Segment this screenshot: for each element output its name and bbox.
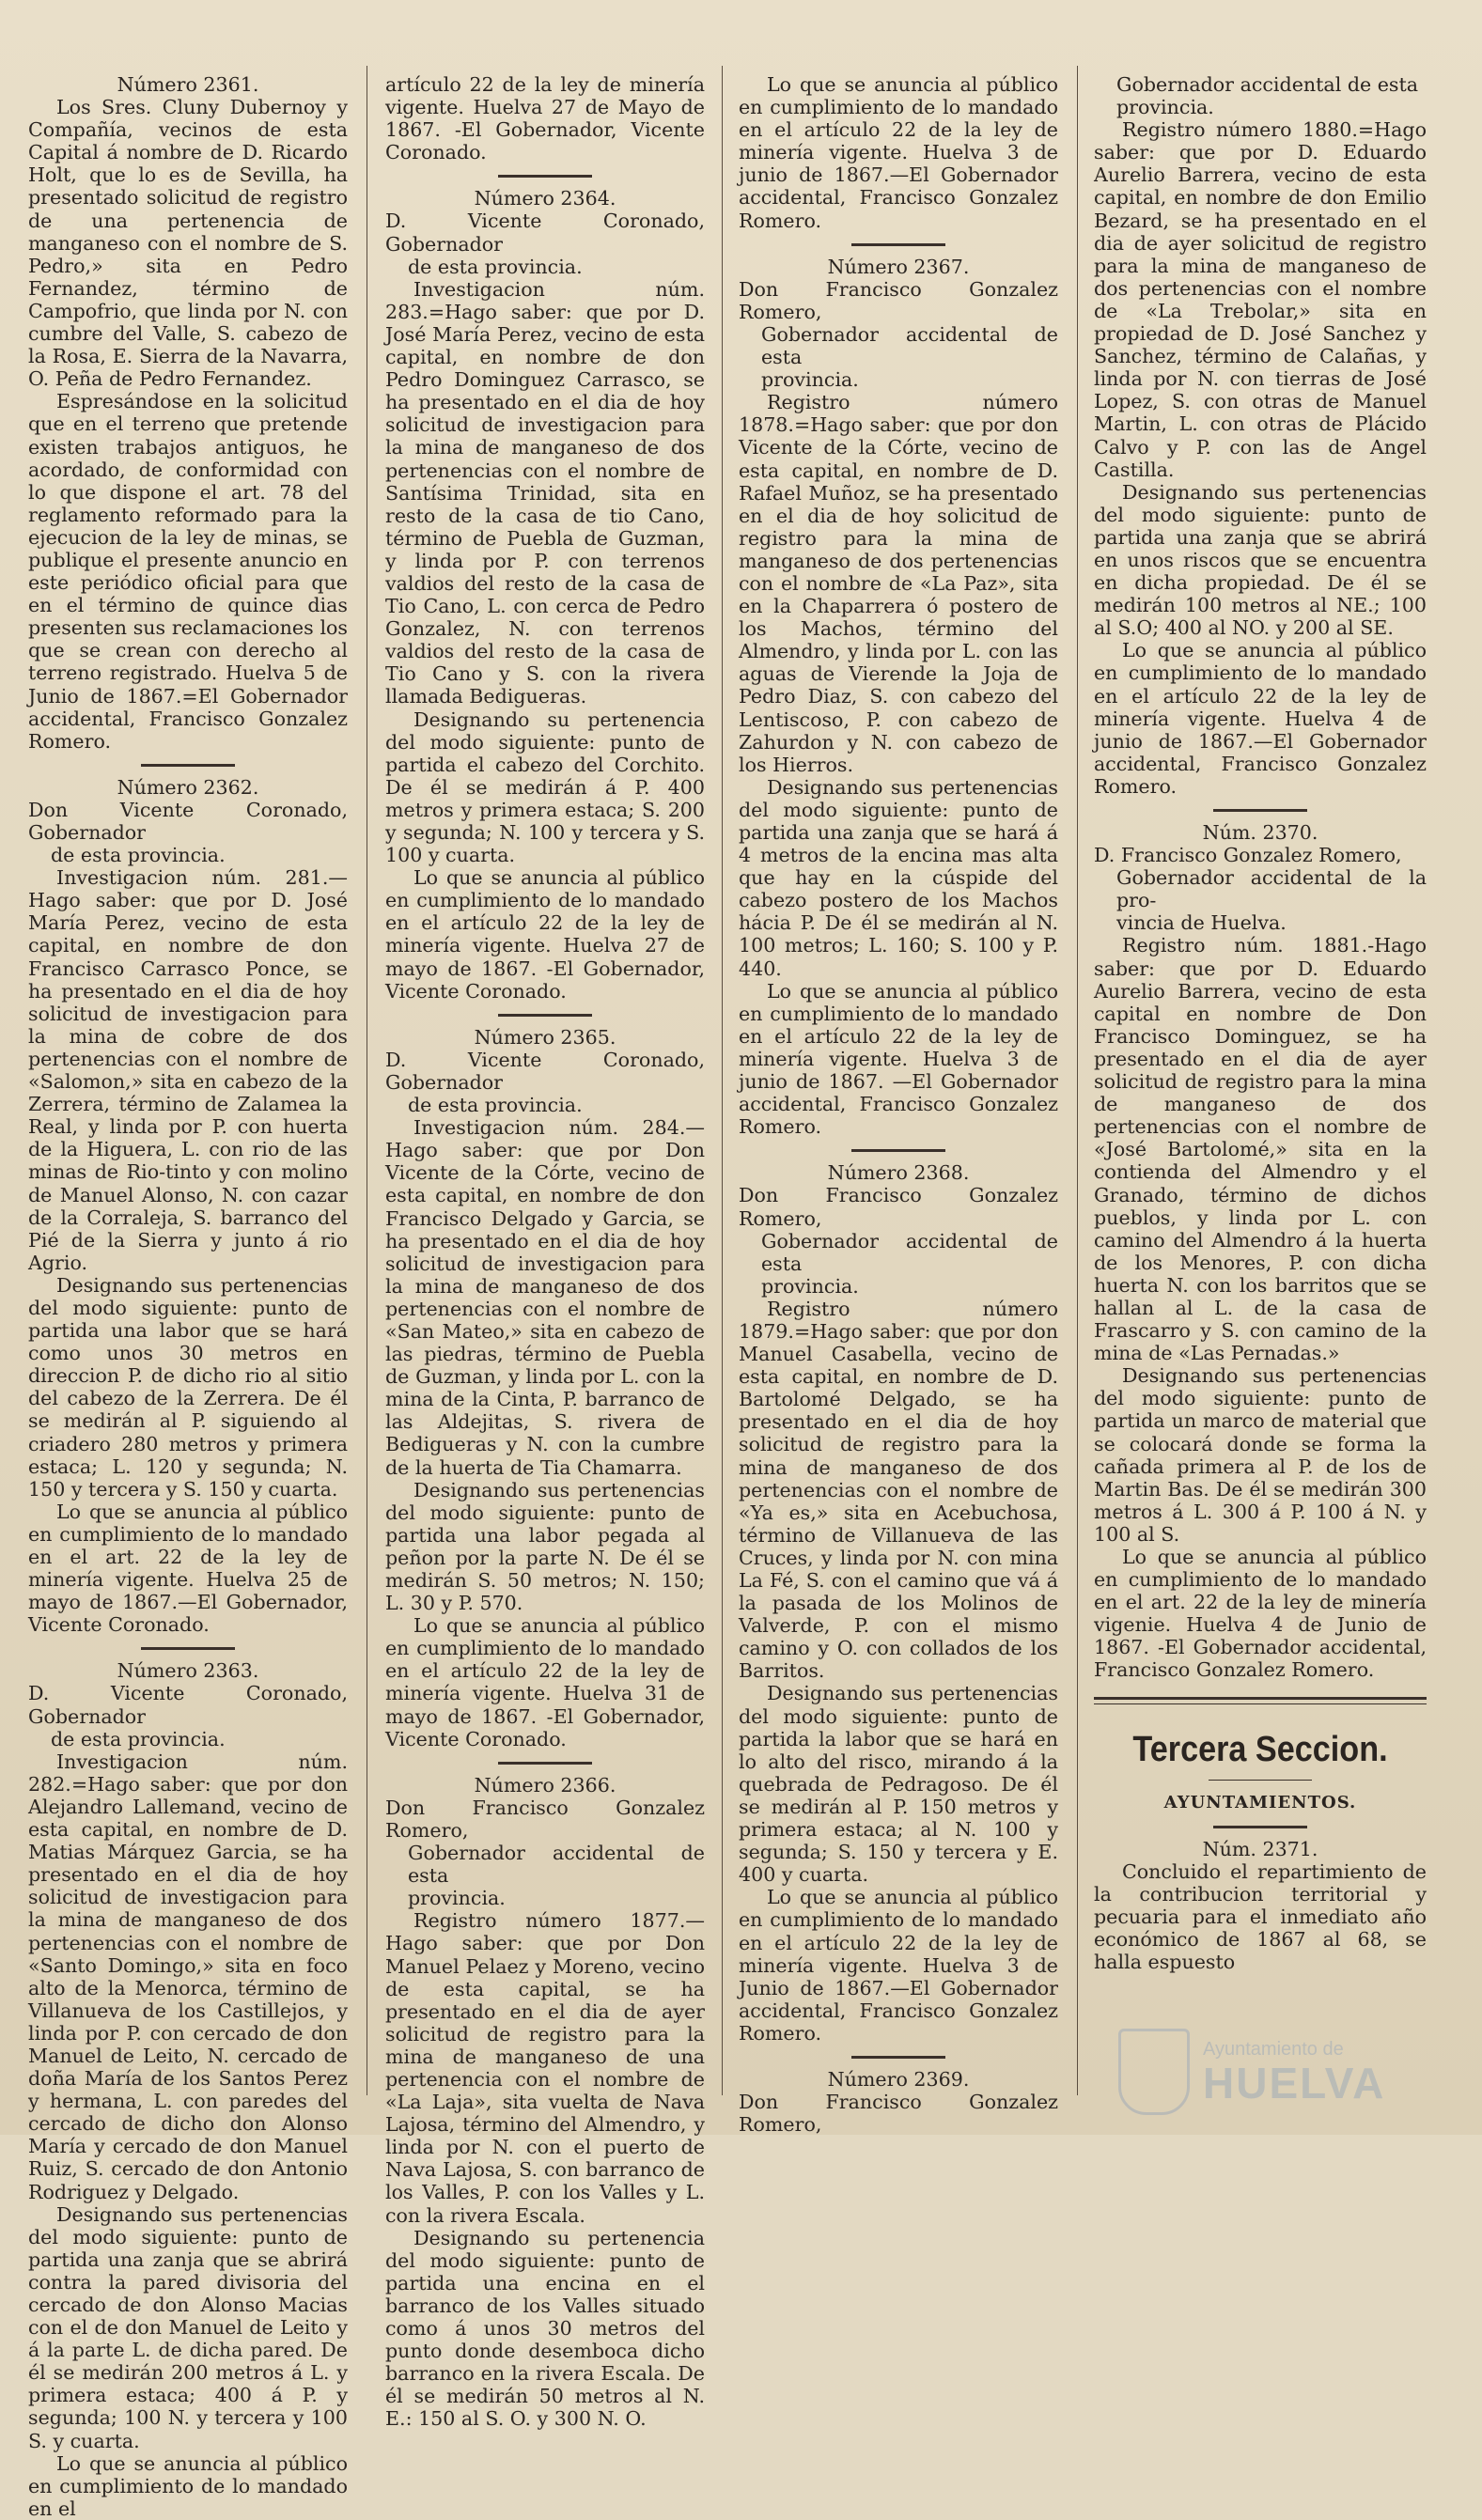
separator <box>498 1762 592 1765</box>
notice-number: Número 2368. <box>827 1161 970 1185</box>
notice-header-line: D. Vicente Coronado, Gobernador <box>28 1682 348 1728</box>
section-divider <box>1094 1697 1427 1704</box>
notice-header-line: de esta provincia. <box>408 1094 583 1117</box>
separator <box>1209 1780 1312 1781</box>
column-4 <box>1094 73 1427 2093</box>
notice-paragraph: Registro número 1878.=Hago saber: que por don Vicente de la Córte, vecino de esta capital, en nombre de D. Rafael Muñoz, se ha presentado en el dia de hoy solicitud de registro para la mina de manganeso de dos pertenencias con el nombre de «La Paz», sita en la Chaparrera ó postero de los Machos, término del Almendro, y linda por L. con las aguas de Vierende la Joja de Pedro Diaz, S. con cabezo del Lentiscoso, P. con cabezo de Zahurdon y N. con cabezo de los Hierros. <box>739 391 1058 776</box>
separator <box>1213 809 1307 812</box>
notice-paragraph: Designando sus pertenencias del modo siguiente: punto de partida una zanja que se abrirá en unos riscos que se encuentra en dicha propiedad. De él se medirán 100 metros al NE.; 100 al S.O; 400 al NO. y 200 al SE. <box>1094 480 1427 640</box>
notice-paragraph: Lo que se anuncia al público en cumplimiento de lo mandado en el artículo 22 de la ley de minería vigente. Huelva 31 de mayo de 1867. -El Gobernador, Vicente Coronado. <box>385 1614 705 1750</box>
notice-number: Número 2362. <box>117 775 259 799</box>
notice-number: Número 2367. <box>827 255 970 278</box>
separator <box>141 764 235 767</box>
notice-number: Núm. 2370. <box>1202 821 1318 844</box>
column-rule <box>722 66 723 2095</box>
notice-header-line: de esta provincia. <box>408 255 583 278</box>
notice-header-line: Don Francisco Gonzalez Romero, <box>739 277 1058 323</box>
notice-header-line: D. Vicente Coronado, Gobernador <box>385 1048 705 1094</box>
notice-header <box>1094 73 1427 118</box>
notice-paragraph: Espresándose en la solicitud que en el terreno que pretende existen trabajos antiguos, he acordado, de conformidad con lo que dispone el art. 78 del reglamento reformado para la ejecucion de la ley de minas, se publique el presente anuncio en este periódico oficial para que en el término de quince dias presenten sus reclamaciones los que se crean con derecho al terreno registrado. Huelva 5 de Junio de 1867.=El Gobernador accidental, Francisco Gonzalez Romero. <box>28 390 348 753</box>
notice-paragraph: Lo que se anuncia al público en cumplimiento de lo mandado en el artículo 22 de la ley de minería vigente. Huelva 4 de junio de 1867.—El Gobernador accidental, Francisco Gonzalez Romero. <box>1094 639 1427 798</box>
notice-header-line: Gobernador accidental de esta <box>761 1229 1058 1275</box>
notice-paragraph: Lo que se anuncia al público en cumplimiento de lo mandado en el artículo 22 de la ley de minería vigente. Huelva 3 de junio de 1867. —El Gobernador accidental, Francisco Gonzalez Romero. <box>739 979 1058 1139</box>
notice-paragraph: Designando su pertenencia del modo siguiente: punto de partida el cabezo del Corchito. De él se medirán á P. 400 metros y primera estaca; S. 200 y segunda; N. 100 y tercera y S. 100 y cuarta. <box>385 708 705 867</box>
notice-paragraph: Investigacion núm. 282.=Hago saber: que por don Alejandro Lallemand, vecino de esta capital, en nombre de D. Matias Márquez Garcia, se ha presentado en el dia de hoy solicitud de investigacion para la mina de manganeso de dos pertenencias con el nombre de «Santo Domingo,» sita en foco alto de la Menorca, término de Villanueva de los Castillejos, y linda por P. con cercado de don Manuel de Leito, N. cercado de doña María de los Santos Perez y hermana, L. con paredes del cercado de dicho don Alonso María y cercado de don Manuel Ruiz, S. cercado de don Antonio Rodriguez y Delgado. <box>28 1750 348 2203</box>
notice-header-line: de esta provincia. <box>51 844 226 867</box>
notice-paragraph: Registro número 1880.=Hago saber: que por D. Eduardo Aurelio Barrera, vecino de esta capital, en nombre de don Emilio Bezard, se ha presentado en el dia de ayer solicitud de registro para la mina de manganeso de dos pertenencias con el nombre de «La Trebolar,» sita en propiedad de D. José Sanchez y Sanchez, término de Calañas, y linda por N. con tierras de José Lopez, S. con otras de Manuel Martin, L. con otras de Plácido Calvo y P. con las de Angel Castilla. <box>1094 118 1427 481</box>
notice-header-line: Don Francisco Gonzalez Romero, <box>739 1184 1058 1230</box>
notice-number: Número 2366. <box>474 1773 616 1797</box>
notice-header <box>385 1049 705 1116</box>
notice-header-line: D. Vicente Coronado, Gobernador <box>385 210 705 256</box>
notice-header <box>739 1184 1058 1297</box>
notice-header <box>385 1797 705 1909</box>
watermark-text <box>1203 2038 1385 2106</box>
column-1 <box>28 73 348 2520</box>
section-title: Tercera Seccion. <box>1132 1729 1388 1769</box>
notice-paragraph: Designando sus pertenencias del modo siguiente: punto de partida una zanja que se hará á 4 metros de la encina mas alta que hay en la cúspide del cabezo postero de los Machos hácia P. De él se medirán al N. 100 metros; L. 160; S. 100 y P. 440. <box>739 775 1058 980</box>
notice-header-line: Gobernador accidental de esta <box>1116 73 1419 96</box>
notice-header-line: Don Francisco Gonzalez Romero, <box>739 2091 1058 2137</box>
notice-paragraph: Lo que se anuncia al público en cumplimiento de lo mandado en el <box>28 2451 348 2520</box>
notice-paragraph: Investigacion núm. 283.=Hago saber: que por D. José María Perez, vecino de esta capital, en nombre de don Pedro Dominguez Carrasco, se ha presentado en el dia de hoy solicitud de investigacion para la mina de manganeso de dos pertenencias con el nombre de Santísima Trinidad, sita en resto de la casa de tio Cano, término de Puebla de Guzman, y linda por P. con terrenos valdios del resto de la casa de Tio Cano, L. con cerca de Pedro Gonzalez, N. con terrenos valdios del resto de la casa de Tio Cano y S. con la rivera llamada Bedigueras. <box>385 277 705 708</box>
notice-number: Número 2365. <box>474 1025 616 1049</box>
notice-number: Número 2364. <box>474 187 616 210</box>
notice-header <box>385 210 705 277</box>
notice-header-line: provincia. <box>761 1274 859 1298</box>
notice-paragraph: Investigacion núm. 284.—Hago saber: que por Don Vicente de la Córte, vecino de esta capital, en nombre de don Francisco Delgado y Garcia, se ha presentado en el dia de hoy solicitud de investigacion para la mina de manganeso de dos pertenencias con el nombre de «San Mateo,» sita en cabezo de las piedras, término de Puebla de Guzman, y linda por L. con la mina de la Cinta, P. barranco de las Aldejitas, S. rivera de Bedigueras y N. con la cumbre de la huerta de Tia Chamarra. <box>385 1116 705 1479</box>
notice-paragraph: Los Sres. Cluny Dubernoy y Compañía, vecinos de esta Capital á nombre de D. Ricardo Holt, que lo es de Sevilla, ha presentado solicitud de registro de una pertenencia de manganeso con el nombre de S. Pedro,» sita en Pedro Fernandez, término de Campofrio, que linda por N. con cumbre del Valle, S. cabezo de la Rosa, E. Sierra de la Navarra, O. Peña de Pedro Fernandez. <box>28 96 348 391</box>
notice-header-line: provincia. <box>408 1887 506 1910</box>
notice-paragraph: Lo que se anuncia al público en cumplimiento de lo mandado en el artículo 22 de la ley de minería vigente. Huelva 27 de mayo de 1867. -El Gobernador, Vicente Coronado. <box>385 866 705 1003</box>
notice-paragraph: Designando sus pertenencias del modo siguiente: punto de partida una labor pegada al peñon por la parte N. De él se medirán S. 50 metros; N. 150; L. 30 y P. 570. <box>385 1478 705 1615</box>
notice-paragraph: Lo que se anuncia al público en cumplimiento de lo mandado en el art. 22 de la ley de minería vigenie. Huelva 4 de Junio de 1867. -El Gobernador accidental, Francisco Gonzalez Romero. <box>1094 1546 1427 1682</box>
notice-number: Número 2363. <box>117 1659 259 1683</box>
separator <box>498 175 592 178</box>
separator <box>851 243 945 246</box>
notice-header-line: D. Francisco Gonzalez Romero, <box>1094 844 1402 867</box>
shield-icon <box>1118 2029 1190 2115</box>
notice-paragraph: artículo 22 de la ley de minería vigente. Huelva 27 de Mayo de 1867. -El Gobernador, Vicente Coronado. <box>385 73 705 164</box>
separator <box>851 2056 945 2059</box>
notice-paragraph: Lo que se anuncia al público en cumplimiento de lo mandado en el artículo 22 de la ley de minería vigente. Huelva 3 de Junio de 1867.—El Gobernador accidental, Francisco Gonzalez Romero. <box>739 1886 1058 2045</box>
notice-paragraph: Designando su pertenencia del modo siguiente: punto de partida una encina en el barranco de los Valles situado como á unos 30 metros del punto donde desemboca dicho barranco en la rivera Escala. De él se medirán 50 metros al N. E.: 150 al S. O. y 300 N. O. <box>385 2226 705 2431</box>
separator <box>498 1014 592 1017</box>
column-2 <box>385 73 705 2431</box>
notice-header <box>1094 844 1427 934</box>
notice-paragraph: Concluido el repartimiento de la contribucion territorial y pecuaria para el inmediato año económico de 1867 al 68, se halla espuesto <box>1094 1859 1427 1974</box>
notice-header-line: Gobernador accidental de la pro- <box>1116 866 1427 912</box>
watermark-line: Ayuntamiento de <box>1203 2039 1344 2060</box>
notice-paragraph: Designando sus pertenencias del modo siguiente: punto de partida un marco de material que se colocará donde se forma la cañada primera al P. de los de Martin Bas. De él se medirán 300 metros á L. 300 á P. 100 á N. y 100 al S. <box>1094 1364 1427 1546</box>
column-3 <box>739 73 1058 2137</box>
notice-paragraph: Lo que se anuncia al público en cumplimiento de lo mandado en el artículo 22 de la ley de minería vigente. Huelva 3 de junio de 1867.—El Gobernador accidental, Francisco Gonzalez Romero. <box>739 73 1058 232</box>
notice-paragraph: Registro número 1879.=Hago saber: que por don Manuel Casabella, vecino de esta capital, en nombre de D. Bartolomé Delgado, se ha presentado en el dia de hoy solicitud de registro para la mina de manganeso de dos pertenencias con el nombre de «Ya es,» sita en Acebuchosa, término de Villanueva de las Cruces, y linda por N. con mina La Fé, S. con el camino que vá á la pasada de los Molinos de Valverde, P. con el mismo camino y O. con collados de los Barritos. <box>739 1297 1058 1683</box>
separator <box>851 1149 945 1152</box>
notice-header-line: Gobernador accidental de esta <box>761 322 1058 369</box>
archive-watermark <box>1118 2020 1466 2123</box>
notice-header <box>739 2091 1058 2136</box>
notice-number: Número 2361. <box>117 73 259 96</box>
notice-header-line: Don Vicente Coronado, Gobernador <box>28 798 348 844</box>
separator <box>1213 1826 1307 1828</box>
notice-header-line: Don Francisco Gonzalez Romero, <box>385 1796 705 1842</box>
section-subtitle: AYUNTAMIENTOS. <box>1163 1792 1357 1812</box>
notice-header <box>739 278 1058 391</box>
notice-header-line: provincia. <box>761 368 859 392</box>
notice-paragraph: Investigacion núm. 281.—Hago saber: que por D. José María Perez, vecino de esta capital, en nombre de don Francisco Carrasco Ponce, se ha presentado en el dia de hoy solicitud de investigacion para la mina de cobre de dos pertenencias con el nombre de «Salomon,» sita en cabezo de la Zerrera, término de Zalamea la Real, y linda por P. con huerta de la Higuera, L. con rio de las minas de Rio-tinto y con molino de Manuel Alonso, N. con cazar de la Corraleja, S. barranco del Pié de la Sierra y junto á rio Agrio. <box>28 866 348 1274</box>
notice-header-line: vincia de Huelva. <box>1116 911 1287 935</box>
notice-paragraph: Registro número 1877.—Hago saber: que por Don Manuel Pelaez y Moreno, vecino de esta capital, se ha presentado en el dia de ayer solicitud de registro para la mina de manganeso de una pertenencia con el nombre de «La Laja», sita vuelta de Nava Lajosa, término del Almendro, y linda por N. con el puerto de Nava Lajosa, S. con barranco de los Valles, P. con los Valles y L. con la rivera Escala. <box>385 1909 705 2227</box>
column-rule <box>1077 66 1078 2095</box>
notice-header-line: Gobernador accidental de esta <box>408 1842 705 1888</box>
notice-paragraph: Designando sus pertenencias del modo siguiente: punto de partida una zanja que se abrirá contra la pared divisoria del cercado de don Alonso Macias con el de don Manuel de Leito y á la parte L. de dicha pared. De él se medirán 200 metros á L. y primera estaca; 400 á P. y segunda; 100 N. y tercera y 100 S. y cuarta. <box>28 2202 348 2452</box>
notice-header <box>28 799 348 866</box>
watermark-line: HUELVA <box>1203 2059 1386 2108</box>
notice-paragraph: Lo que se anuncia al público en cumplimiento de lo mandado en el art. 22 de la ley de minería vigente. Huelva 25 de mayo de 1867.—El Gobernador, Vicente Coronado. <box>28 1500 348 1637</box>
notice-number: Número 2369. <box>827 2067 970 2091</box>
notice-number: Núm. 2371. <box>1202 1837 1318 1860</box>
notice-paragraph: Designando sus pertenencias del modo siguiente: punto de partida la labor que se hará en lo alto del risco, mirando á la quebrada de Pedragoso. De él se medirán al P. 150 metros y primera estaca; al N. 100 y segunda; S. 150 y tercera y E. 400 y cuarta. <box>739 1682 1058 1887</box>
notice-paragraph: Registro núm. 1881.-Hago saber: que por D. Eduardo Aurelio Barrera, vecino de esta capital en nombre de Don Francisco Dominguez, se ha presentado en el dia de ayer solicitud de registro para la mina de manganeso de dos pertenencias con el nombre de «José Bartolomé,» sita en la contienda del Almendro y el Granado, término de dichos pueblos, y linda por L. con camino del Almendro á la huerta de los Menores, P. con dicha huerta N. con los barritos que se hallan al L. de la casa de Frascarro y S. con camino de la mina de «Las Pernadas.» <box>1094 934 1427 1365</box>
separator <box>141 1647 235 1650</box>
notice-paragraph: Designando sus pertenencias del modo siguiente: punto de partida una labor que se hará como unos 30 metros en direccion P. de dicho rio al sitio del cabezo de la Zerrera. De él se medirán al P. siguiendo al criadero 280 metros y primera estaca; L. 120 y segunda; N. 150 y tercera y S. 150 y cuarta. <box>28 1273 348 1501</box>
notice-header <box>28 1682 348 1750</box>
notice-header-line: provincia. <box>1116 96 1214 119</box>
notice-header-line: de esta provincia. <box>51 1727 226 1750</box>
